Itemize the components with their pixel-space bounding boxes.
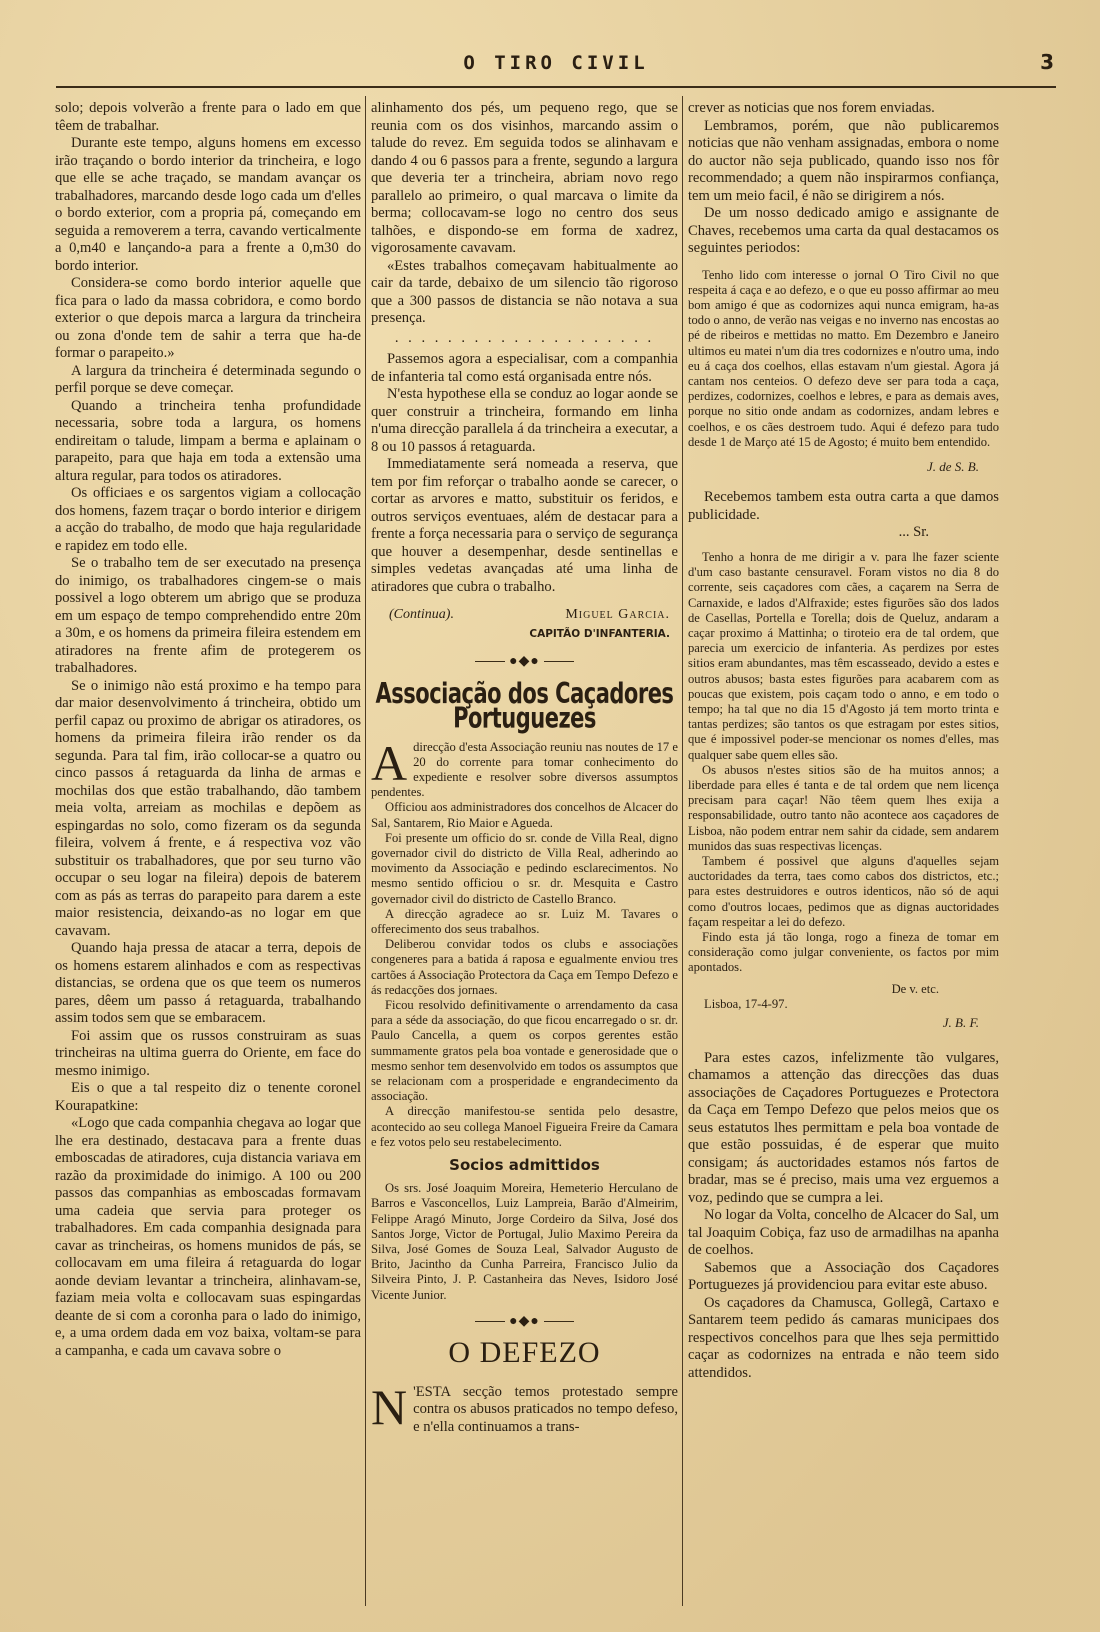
ornament-divider: ●◆●	[371, 653, 678, 671]
paragraph: Durante este tempo, alguns homens em excesso irão traçando o bordo interior da trincheira, e logo que elle se ache traçado, se mandam avançar os trabalhadores, marcando desde logo cada um d'elles o bordo exterior, com a propria pá, começando em seguida a removerem a terra, cavando verticalmente a 0,m40 e lançando-a para a frente a 0,m30 do bordo interior.	[55, 135, 361, 274]
paragraph: Ficou resolvido definitivamente o arrendamento da casa para a séde da associação, do que ficou encarregado o sr. dr. Paulo Cancella, a quem os corpos gerentes estão summamente gratos pela boa vontade e generosidade que o mesmo senhor tem desenvolvido em todos os assumptos que se relacionam com a prosperidade e engrandecimento da associação.	[371, 997, 678, 1104]
subsection-heading: Socios admittidos	[449, 1155, 600, 1174]
column-2	[371, 100, 678, 1620]
page-header	[56, 46, 1056, 88]
paragraph: direcção d'esta Associação reuniu nas noutes de 17 e 20 do corrente para tomar conhecimento do expediente e resolver sobre diversos assumptos pendentes.	[371, 739, 678, 800]
ellipsis-line: . . . . . . . . . . . . . . . . . . . .	[394, 329, 655, 346]
paragraph: Immediatamente será nomeada a reserva, que tem por fim reforçar o trabalho aonde se carecer, o cortar as arvores e matto, substituir os feridos, e outros serviços eventuaes, além de destacar para a frente a força necessaria para o serviço de segurança que houver a desempenhar, desde sentinellas e simples vedetas avançadas até uma linha de atiradores que cubra o trabalho.	[371, 456, 678, 595]
letter-excerpt	[688, 268, 999, 450]
paragraph: De um nosso dedicado amigo e assignante de Chaves, recebemos uma carta da qual destacamos os seguintes periodos:	[688, 205, 999, 256]
place-date: Lisboa, 17-4-97.	[704, 996, 788, 1011]
column-divider-1	[365, 96, 366, 1606]
paragraph: Foi presente um officio do sr. conde de Villa Real, digno governador civil do districto de Villa Real, adherindo ao movimento da Associação e pedindo esclarecimentos. No mesmo sentido officiou o sr. dr. Mesquita e Castro governador civil do districto de Castello Branco.	[371, 830, 678, 906]
paragraph: Para estes cazos, infelizmente tão vulgares, chamamos a attenção das direcções das duas associações de Caçadores Portuguezes e Protectora da Caça em Tempo Defezo que pelos meios que os seus estatutos lhes permittam e pela boa vontade de que estão possuidas, é de esperar que muito consigam; ás auctoridades estamos nós fartos de bradar, mas se é preciso, mais uma vez erguemos a voz, pedindo que se cumpra a lei.	[688, 1049, 999, 1206]
paragraph: Tambem é possivel que alguns d'aquelles sejam auctoridades da terra, taes como cabos dos districtos, etc.; para estes destruidores e outros identicos, não só de aqui como d'outros locaes, pedimos que as dignas auctoridades façam respeitar a lei do defezo.	[688, 854, 999, 929]
column-3	[688, 100, 999, 1620]
letter-signature: J. de S. B.	[927, 458, 979, 474]
paragraph: «Estes trabalhos começavam habitualmente ao cair da tarde, debaixo de um silencio tão rigoroso que a 300 passos de distancia se não notava a sua presença.	[371, 257, 678, 326]
salutation: ... Sr.	[898, 524, 929, 541]
continua-note: (Continua).	[389, 607, 454, 622]
paragraph: Lembramos, porém, que não publicaremos noticias que não venham assignadas, embora o nome do auctor não seja publicado, quando isso nos fôr recommendado; a quem não inspirarmos confiança, tem um meio facil, é não se dirigirem a nós.	[688, 117, 999, 204]
letter-closing: De v. etc.	[891, 981, 939, 996]
paragraph: Quando a trincheira tenha profundidade necessaria, sobre toda a largura, os homens endireitam o talude, limpam a berma e aplainam o parapeito, para que haja em toda a extensão uma altura regular, para todos os atiradores.	[55, 397, 361, 484]
paragraph: Deliberou convidar todos os clubs e associações congeneres para a batida á raposa e egualmente enviou tres cartões á Associação Protectora da Caça em Tempo Defezo e ás redacções dos jornaes.	[371, 937, 678, 997]
paragraph: Os abusos n'estes sitios são de ha muitos annos; a liberdade para elles é tanta e de tal ordem que nem licença precisam para caçar! Não têem quem lhes exija a responsabilidade, outro tanto não acontece aos caçadores de Lisboa, não podem entrar nem sahir da cidade, sem andarem munidos das suas respectivas licenças.	[688, 762, 999, 853]
paragraph: Foi assim que os russos construiram as suas trincheiras na ultima guerra do Oriente, em face do mesmo inimigo.	[55, 1027, 361, 1079]
column-1	[55, 100, 361, 1620]
paragraph: Se o inimigo não está proximo e ha tempo para dar maior desenvolvimento á trincheira, obtido um perfil capaz ou proximo de abrigar os atiradores, os homens da primeira fileira irão render os da segunda. Para tal fim, irão collocar-se a quatro ou cinco passos á retaguarda da linha de armas e mochilas dos que estão trabalhando, dão tambem meia volta, arreiam as mochilas e depõem as espingardas no solo, como fizeram os da segunda fileira, volvem á frente, e á respectiva voz vão substituir os trabalhadores, que por seu turno vão occupar o seu logar na fileira) depois de baterem com as pás as terras do parapeito para darem a este maior resistencia, deixando-as no logar em que cavavam.	[55, 677, 361, 939]
paragraph: Os caçadores da Chamusca, Gollegã, Cartaxo e Santarem teem pedido ás camaras municipaes dos respectivos concelhos para que lhes seja permittido caçar as codornizes na entrada e não teem sido attendidos.	[688, 1294, 999, 1381]
drop-cap: N	[371, 1378, 408, 1435]
paragraph: A largura da trincheira é determinada segundo o perfil porque se deve começar.	[55, 362, 361, 396]
ornament-divider: ●◆●	[371, 1313, 678, 1331]
paragraph: Quando haja pressa de atacar a terra, depois de os homens estarem alinhados e com as respectivas distancias, se ordena que os que teem os numeros pares, dêem um passo á retaguarda, trabalhando assim todos sem que se embaracem.	[55, 940, 361, 1026]
author-rank: CAPITÃO D'INFANTERIA.	[529, 627, 670, 640]
paragraph: Se o trabalho tem de ser executado na presença do inimigo, os trabalhadores cingem-se o mais possivel a logo obterem um abrigo que se produza em um espaço de tempo comprehendido entre 20m a 30m, e os homens da primeira fileira estendem em atiradores na frente afim de protegerem os trabalhadores.	[55, 555, 361, 676]
paragraph: crever as noticias que nos forem enviadas.	[688, 100, 935, 116]
author-name: Miguel Garcia.	[565, 607, 670, 622]
paragraph: A direcção agradece ao sr. Luiz M. Tavares o offerecimento dos seus trabalhos.	[371, 906, 678, 936]
paragraph: No logar da Volta, concelho de Alcacer do Sal, um tal Joaquim Cobiça, faz uso de armadilhas na apanha de coelhos.	[688, 1207, 999, 1259]
paragraph: «Logo que cada companhia chegava ao logar que lhe era destinado, destacava para a frente duas emboscadas de atiradores, cuja distancia variava em razão da proximidade do inimigo. A 100 ou 200 passos das companhias as emboscadas formavam uma cadeia que servia para proteger os trabalhadores. Em cada companhia designada para cavar as trincheiras, os homens munidos de pás, se collocavam em uma fileira á retaguarda do logar aonde deviam levantar a trincheira, alinhavam-se, faziam meia volta e collocavam suas espingardas deante de si com a coronha para o lado do inimigo, e, a uma ordem dada em voz baixa, voltam-se para a campanha, e cada um cavava sobre o	[55, 1115, 361, 1359]
column-divider-2	[682, 96, 683, 1606]
article-signature	[371, 606, 678, 624]
paragraph: Eis o que a tal respeito diz o tenente coronel Kourapatkine:	[55, 1080, 361, 1114]
section-heading: Associação dos Caçadores Portuguezes	[375, 676, 674, 733]
paragraph: Recebemos tambem esta outra carta a que damos publicidade.	[688, 489, 999, 523]
paragraph: Tenho lido com interesse o jornal O Tiro Civil no que respeita á caça e ao defezo, e o que eu posso affirmar ao meu bom amigo é que as codornizes aqui nunca emigram, ha-as todo o anno, de verão nas veigas e no inverno nas encostas ao pé de ribeiros e mettidas no matto. Em Dezembro e Janeiro ultimos eu matei n'um dia tres codornizes e n'outro uma, indo eu á caça dos coelhos, ellas estavam n'um giestal. Agora já cantam nos centeios. O defezo deve ser para toda a caça, perdizes, codornizes, coelhos e lebres, e para as demais aves, porque no sitio onde andam as codornizes, andam lebres e coelhos, e os cães destroem tudo. Aqui é defezo para tudo desde 1 de Março até 15 de Agosto; é muito bem entendido.	[688, 267, 999, 449]
paragraph: Passemos agora a especialisar, com a companhia de infanteria tal como está organisada entre nós.	[371, 351, 678, 385]
paragraph: 'ESTA secção temos protestado sempre contra os abusos praticados no tempo defeso, e n'ella continuamos a trans-	[413, 1383, 678, 1435]
letter-body	[688, 550, 999, 1012]
paragraph: Tenho a honra de me dirigir a v. para lhe fazer sciente d'um caso bastante censuravel. Foram vistos no dia 8 do corrente, seis caçadores com cães, a caçarem na Serra de Carnaxide, e lados d'Alfraxide; estes figurões são dos lados de Casellas, Portella e Torella; dois de Queluz, andaram a caçar proximo á Mattinha; o tiroteio era de tal ordem, que parecia um exercicio de infanteria. As perdizes por estes sitios eram abundantes, mas têm escasseado, devido a estes e outros abusos; basta estes figurões para acabarem com as poucas que existem, pois caçam todo o anno, e em todo o tempo; ha tal que no dia 15 d'Agosto já tem morto trinta e tantas perdizes; são tantos os que estragam por estes sitios, que é impossivel poder-se mencionar os nomes d'elles, mas qualquer sabe quem elles são.	[688, 549, 999, 762]
paragraph: Considera-se como bordo interior aquelle que fica para o lado da massa cobridora, e como bordo exterior o que depois marca a largura da trincheira ou zona d'onde tem de sahir a terra que ha-de formar o parapeito.»	[55, 275, 361, 361]
paragraph: Officiou aos administradores dos concelhos de Alcacer do Sal, Santarem, Rio Maior e Agueda.	[371, 800, 678, 830]
newspaper-title: O TIRO CIVIL	[463, 52, 649, 74]
paragraph: Sabemos que a Associação dos Caçadores Portuguezes já providenciou para evitar este abuso.	[688, 1259, 999, 1294]
paragraph: Os srs. José Joaquim Moreira, Hemeterio Herculano de Barros e Vasconcellos, Luiz Lampreia, Barão d'Almeirim, Felippe Aragó Minuto, Jorge Cordeiro da Silva, José dos Santos Jorge, Victor de Portugal, Julio Maximo Pereira da Silva, José Gomes de Souza Leal, Salvador Augusto de Brito, Jacintho da Cunha Parreira, Francisco Julio da Silveira Pinto, J. P. Castanheira das Neves, Isidoro José Vicente Junior.	[371, 1181, 678, 1302]
paragraph: N'esta hypothese ella se conduz ao logar aonde se quer construir a trincheira, formando em linha n'uma direcção parallela á da trincheira a executar, a 8 ou 10 passos á retaguarda.	[371, 386, 678, 455]
paragraph: Os officiaes e os sargentos vigiam a collocação dos homens, fazem traçar o bordo interior e dirigem a acção do trabalho, de modo que haja regularidade e rapidez em todo elle.	[55, 485, 361, 554]
paragraph: Findo esta já tão longa, rogo a fineza de tomar em consideração como julgar conveniente, os factos por mim apontados.	[688, 930, 999, 975]
page-number: 3	[1040, 50, 1054, 74]
paragraph: solo; depois volverão a frente para o lado em que têem de trabalhar.	[55, 100, 361, 134]
letter-signature: J. B. F.	[942, 1015, 979, 1031]
paragraph: A direcção manifestou-se sentida pelo desastre, acontecido ao seu collega Manoel Figueira Freire da Camara e fez votos pelo seu restabelecimento.	[371, 1104, 678, 1149]
paragraph: alinhamento dos pés, um pequeno rego, que se reunia com os dos visinhos, marcando assim o talude do revez. Em seguida todos se alinhavam e dando 4 ou 6 passos para a frente, segundo a largura que deveria ter a trincheira, abriam novo rego parallelo ao primeiro, o qual marcava o limite da berma; collocavam-se logo no centro dos seus talhões, e dispondo-se em forma de xadrez, vigorosamente cavavam.	[371, 100, 678, 256]
drop-cap: A	[371, 734, 408, 791]
section-heading: O DEFEZO	[448, 1336, 601, 1370]
association-article	[371, 734, 678, 1303]
